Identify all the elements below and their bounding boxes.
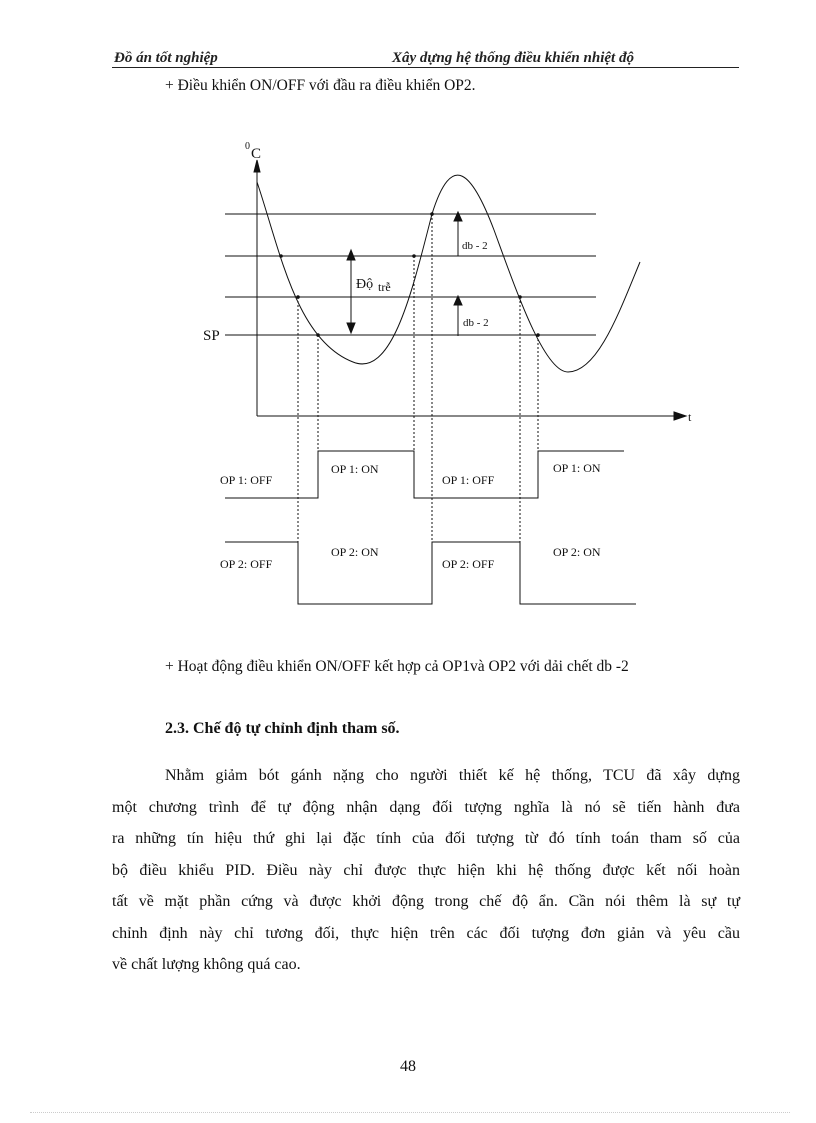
section-heading: 2.3. Chế độ tự chỉnh định tham số. — [165, 720, 400, 737]
section-paragraph — [112, 760, 740, 981]
deadband-label-2: db - 2 — [463, 317, 489, 329]
hysteresis-label: Độ — [356, 277, 374, 292]
figure-bottom-caption: + Hoạt động điều khiển ON/OFF kết hợp cả OP1và OP2 với dải chết db -2 — [165, 658, 629, 675]
paragraph-line: bộ điều khiểu PID. Điều này chỉ được thực hiện khi hệ thống được kết nối hoàn — [112, 861, 740, 879]
temperature-curve — [257, 175, 640, 372]
paragraph-line: một chương trình để tự động nhận dạng đối tượng nghĩa là nó sẽ tiến hành đưa — [112, 798, 740, 816]
paragraph-line: Nhằm giảm bót gánh nặng cho người thiết kế hệ thống, TCU đã xây dựng — [165, 767, 740, 784]
op1-off-label-1: OP 1: OFF — [220, 473, 273, 487]
paragraph-line: ra những tín hiệu thứ ghi lại đặc tính của đối tượng từ đó tính toán tham số của — [112, 830, 740, 847]
footer-divider — [30, 1112, 790, 1113]
x-axis-arrowhead — [674, 412, 686, 420]
op2-off-label-2: OP 2: OFF — [442, 557, 495, 571]
db-arrow-1 — [454, 212, 462, 221]
y-unit-superscript: 0 — [245, 141, 250, 152]
running-header-right: Xây dựng hệ thống điều khiển nhiệt độ — [392, 50, 634, 66]
crossing-points — [279, 212, 540, 337]
paragraph-line: chỉnh định này chỉ tương đối, thực hiện trên các đối tượng đơn giản và yêu cầu — [112, 924, 740, 942]
sp-label: SP — [203, 328, 220, 344]
figure-intro-caption: + Điều khiển ON/OFF với đầu ra điều khiển OP2. — [165, 77, 476, 94]
op2-on-label-1: OP 2: ON — [331, 545, 379, 559]
op2-off-label-1: OP 2: OFF — [220, 557, 273, 571]
y-axis-unit: C — [251, 146, 262, 162]
hysteresis-label-small: trễ — [378, 280, 391, 294]
op1-off-label-2: OP 1: OFF — [442, 473, 495, 487]
x-axis-label: t — [688, 410, 692, 424]
deadband-label-1: db - 2 — [462, 240, 488, 252]
paragraph-line: về chất lượng không quá cao. — [112, 956, 301, 973]
hysteresis-arrow-up — [347, 250, 355, 260]
hysteresis-arrow-down — [347, 323, 355, 333]
running-header-left: Đồ án tốt nghiệp — [114, 50, 218, 66]
op1-on-label-1: OP 1: ON — [331, 462, 379, 476]
op2-on-label-2: OP 2: ON — [553, 545, 601, 559]
page-number: 48 — [400, 1058, 416, 1075]
paragraph-line: tất về mặt phần cứng và được khởi động trong chế độ ẩn. Cần nói thêm là sự tự — [112, 893, 740, 910]
op1-on-label-2: OP 1: ON — [553, 461, 601, 475]
